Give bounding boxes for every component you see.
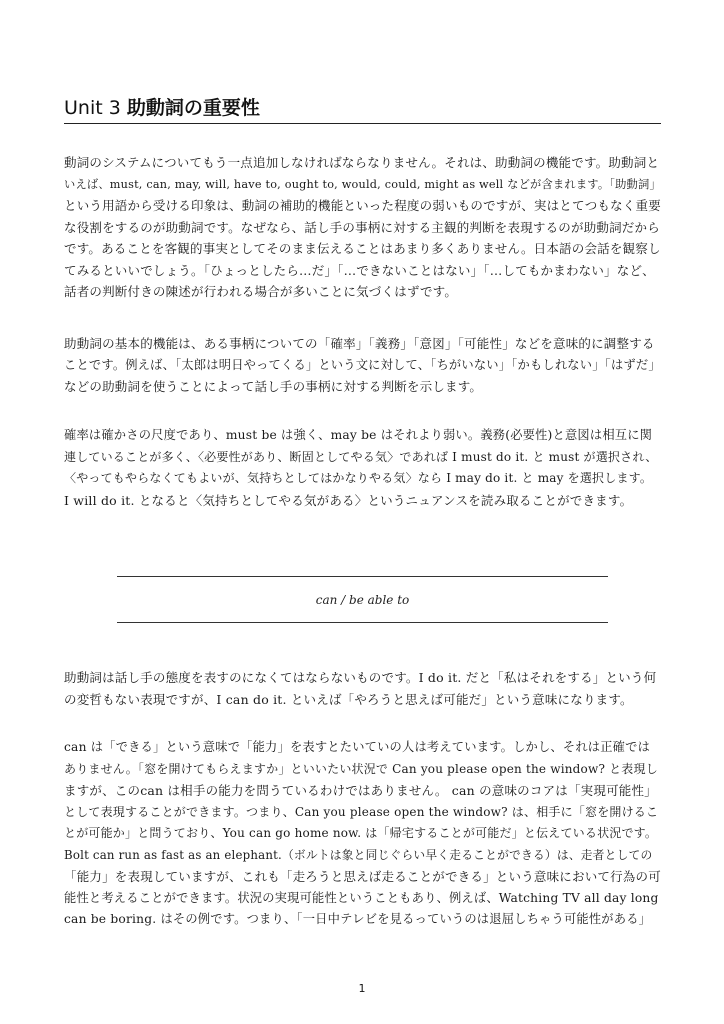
text-line: ことです。例えば、「太郎は明日やってくる」という文に対して、「ちがいない」「かもしれない」「はずだ」 [64, 357, 661, 372]
text-line: てみるといいでしょう。「ひょっとしたら…だ」「…できないことはない」「…してもかまわない」など、 [64, 262, 655, 278]
text-line: な役割をするのが助動詞です。なぜなら、話し手の事柄に対する主観的判断を表現するのが助動詞だから [64, 219, 660, 235]
unit-topic: 助動詞の重要性 [126, 97, 260, 119]
paragraph-section-2 [64, 737, 661, 931]
section-rule-top [117, 576, 608, 577]
text-line: 能性と考えることができます。状況の実現可能性ということもあり、例えば、Watching TV all day long [64, 890, 659, 905]
text-line: などの助動詞を使うことによって話し手の事柄に対する判断を示します。 [64, 379, 483, 394]
text-line: の変哲もない表現ですが、I can do it. といえば「やろうと思えば可能だ」という意味になります。 [64, 691, 633, 707]
text-line: 話者の判断付きの陳述が行われる場合が多いことに気づくはずです。 [64, 284, 458, 299]
section-heading: can / be able to [315, 593, 410, 607]
text-line: ありません。「窓を開けてもらえますか」といいたい状況で Can you please open the window? と表現し [64, 761, 658, 776]
text-line: Bolt can run as fast as an elephant.（ボルトは象と同じぐらい早く走ることができる）は、走者としての [64, 847, 653, 862]
text-line: として表現することができます。つまり、Can you please open the window? は、相手に「窓を開けるこ [64, 804, 659, 819]
text-line: 助動詞は話し手の態度を表すのになくてはならないものです。I do it. だと「私はそれをする」という何 [64, 670, 657, 685]
title-underline [64, 123, 661, 124]
text-line: 〈やってもやらなくてもよいが、気持ちとしてはかなりやる気〉なら I may do it. と may を選択します。 [64, 471, 653, 485]
text-line: 動詞のシステムについてもう一点追加しなければならなりません。それは、助動詞の機能です。助動詞と [64, 155, 660, 170]
text-line: 確率は確かさの尺度であり、must be は強く、may be はそれより弱い。義務(必要性)と意図は相互に関 [64, 428, 653, 442]
text-line: 連していることが多く、〈必要性があり、断固としてやる気〉であれば I must do it. と must が選択され、 [64, 449, 658, 464]
unit-label: Unit 3 [64, 97, 121, 119]
paragraph-intro-2 [64, 333, 661, 398]
text-line: です。あることを客観的事実としてそのまま伝えることはあまり多くありません。日本語の会話を観察し [64, 241, 661, 256]
text-line: can は「できる」という意味で「能力」を表すとたいていの人は考えています。しかし、それは正確では [64, 740, 651, 754]
page-number: 1 [358, 982, 366, 995]
text-line: 「能力」を表現していますが、これも「走ろうと思えば走ることができる」という意味において行為の可 [64, 869, 661, 884]
text-line: I will do it. となると〈気持ちとしてやる気がある〉というニュアンスを読み取ることができます。 [64, 492, 633, 508]
text-line: という用語から受ける印象は、動詞の補助的機能といった程度の弱いものですが、実はとてつもなく重要 [64, 198, 661, 213]
text-line: ますが、このcan は相手の能力を問うているわけではありません。 can の意味のコアは「実現可能性」 [64, 783, 657, 798]
paragraph-intro-3 [64, 425, 661, 511]
text-line: can be boring. はその例です。つまり、「一日中テレビを見るっていうのは退屈しちゃう可能性がある」 [64, 912, 652, 926]
page-title [64, 96, 260, 120]
paragraph-intro-1 [64, 152, 661, 303]
text-line: いえば、must, can, may, will, have to, ought to, would, could, might as well などが含まれます。「助動詞」 [64, 177, 661, 191]
text-line: とが可能か」と問うており、You can go home now. は「帰宅することが可能だ」と伝えている状況です。 [64, 826, 658, 840]
section-rule-bottom [117, 622, 608, 623]
text-line: 助動詞の基本的機能は、ある事柄についての「確率」「義務」「意図」「可能性」などを意味的に調整する [64, 336, 655, 351]
paragraph-section-1 [64, 667, 661, 710]
